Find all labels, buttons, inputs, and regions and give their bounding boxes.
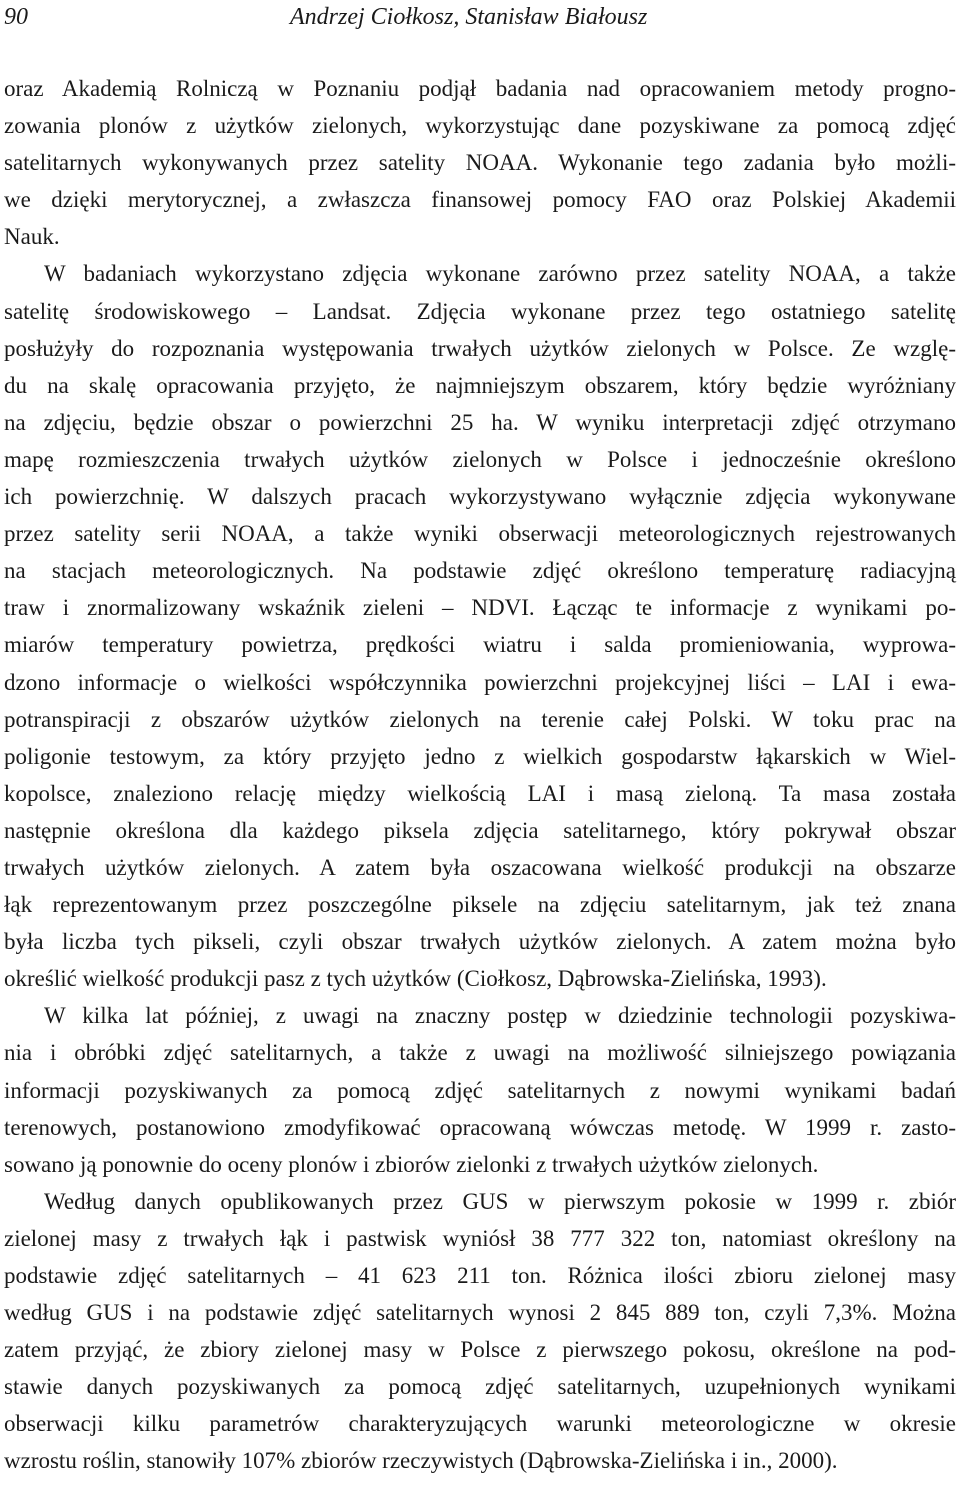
text-line: miarów temperatury powietrza, prędkości wiatru i salda promieniowania, wyprowa- [4, 632, 956, 658]
text-line: W kilka lat później, z uwagi na znaczny postęp w dziedzinie technologii pozyskiwa- [44, 1003, 956, 1029]
text-line: stawie danych pozyskiwanych za pomocą zdjęć satelitarnych, uzupełnionych wynikami [4, 1374, 956, 1400]
paragraph [4, 997, 956, 1182]
page-number: 90 [4, 4, 28, 30]
text-line: poligonie testowym, za który przyjęto jedno z wielkich gospodarstw łąkarskich w Wiel- [4, 743, 956, 769]
paragraph [4, 255, 956, 997]
text-line: satelitę środowiskowego – Landsat. Zdjęcia wykonane przez tego ostatniego satelitę [4, 298, 956, 324]
text-line: kopolsce, znaleziono relację między wielkością LAI i masą zieloną. Ta masa została [4, 780, 956, 806]
text-line: była liczba tych pikseli, czyli obszar trwałych użytków zielonych. A zatem można było [4, 929, 956, 955]
text-line: zatem przyjąć, że zbiory zielonej masy w Polsce z pierwszego pokosu, określone na pod- [4, 1337, 956, 1363]
text-line: terenowych, postanowiono zmodyfikować opracowaną wówczas metodę. W 1999 r. zasto- [4, 1114, 956, 1140]
text-line: nia i obróbki zdjęć satelitarnych, a także z uwagi na możliwość silniejszego powiązania [4, 1040, 956, 1066]
header-authors: Andrzej Ciołkosz, Stanisław Białousz [290, 4, 648, 30]
text-line: łąk reprezentowanym przez poszczególne piksele na zdjęciu satelitarnym, jak też znana [4, 892, 956, 918]
text-line: Nauk. [4, 224, 60, 250]
text-line: zielonej masy z trwałych łąk i pastwisk wyniósł 38 777 322 ton, natomiast określony na [4, 1225, 956, 1251]
text-line: trwałych użytków zielonych. A zatem była oszacowana wielkość produkcji na obszarze [4, 854, 956, 880]
text-line: informacji pozyskiwanych za pomocą zdjęć satelitarnych z nowymi wynikami badań [4, 1077, 956, 1103]
text-line: ich powierzchnię. W dalszych pracach wykorzystywano wyłącznie zdjęcia wykonywane [4, 484, 956, 510]
paragraph [4, 1183, 956, 1480]
text-line: W badaniach wykorzystano zdjęcia wykonane zarówno przez satelity NOAA, a także [44, 261, 956, 287]
text-line: oraz Akademią Rolniczą w Poznaniu podjął badania nad opracowaniem metody progno- [4, 76, 956, 101]
text-line: dzono informacje o wielkości współczynnika powierzchni projekcyjnej liści – LAI i ewa- [4, 669, 956, 695]
paragraph [4, 70, 956, 255]
text-line: wzrostu roślin, stanowiły 107% zbiorów rzeczywistych (Dąbrowska-Zielińska i in., 2000). [4, 1448, 838, 1474]
text-line: du na skalę opracowania przyjęto, że najmniejszym obszarem, który będzie wyróżniany [4, 372, 956, 398]
text-line: satelitarnych wykonywanych przez satelity NOAA. Wykonanie tego zadania było możli- [4, 150, 956, 176]
text-line: przez satelity serii NOAA, a także wyniki obserwacji meteorologicznych rejestrowanych [4, 521, 956, 547]
text-line: podstawie zdjęć satelitarnych – 41 623 211 ton. Różnica ilości zbioru zielonej masy [4, 1263, 956, 1288]
text-line: następnie określona dla każdego piksela zdjęcia satelitarnego, który pokrywał obszar [4, 817, 956, 843]
text-line: sowano ją ponownie do oceny plonów i zbiorów zielonki z trwałych użytków zielonych. [4, 1151, 819, 1177]
text-line: potranspiracji z obszarów użytków zielonych na terenie całej Polski. W toku prac na [4, 706, 956, 732]
text-line: według GUS i na podstawie zdjęć satelitarnych wynosi 2 845 889 ton, czyli 7,3%. Można [4, 1300, 956, 1326]
running-header [4, 2, 956, 32]
text-line: na stacjach meteorologicznych. Na podstawie zdjęć określono temperaturę radiacyjną [4, 558, 956, 584]
text-line: posłużyły do rozpoznania występowania trwałych użytków zielonych w Polsce. Ze wzglę- [4, 335, 956, 361]
text-line: we dzięki merytorycznej, a zwłaszcza finansowej pomocy FAO oraz Polskiej Akademii [4, 187, 956, 213]
body-text [4, 70, 956, 1480]
text-line: zowania plonów z użytków zielonych, wykorzystując dane pozyskiwane za pomocą zdjęć [4, 113, 956, 139]
text-line: obserwacji kilku parametrów charakteryzujących warunki meteorologiczne w okresie [4, 1411, 956, 1437]
text-line: mapę rozmieszczenia trwałych użytków zielonych w Polsce i jednocześnie określono [4, 446, 956, 472]
text-line: określić wielkość produkcji pasz z tych użytków (Ciołkosz, Dąbrowska-Zielińska, 1993). [4, 966, 827, 992]
text-line: traw i znormalizowany wskaźnik zieleni – NDVI. Łącząc te informacje z wynikami po- [4, 595, 956, 621]
text-line: na zdjęciu, będzie obszar o powierzchni 25 ha. W wyniku interpretacji zdjęć otrzymano [4, 409, 956, 435]
text-line: Według danych opublikowanych przez GUS w pierwszym pokosie w 1999 r. zbiór [44, 1188, 956, 1214]
